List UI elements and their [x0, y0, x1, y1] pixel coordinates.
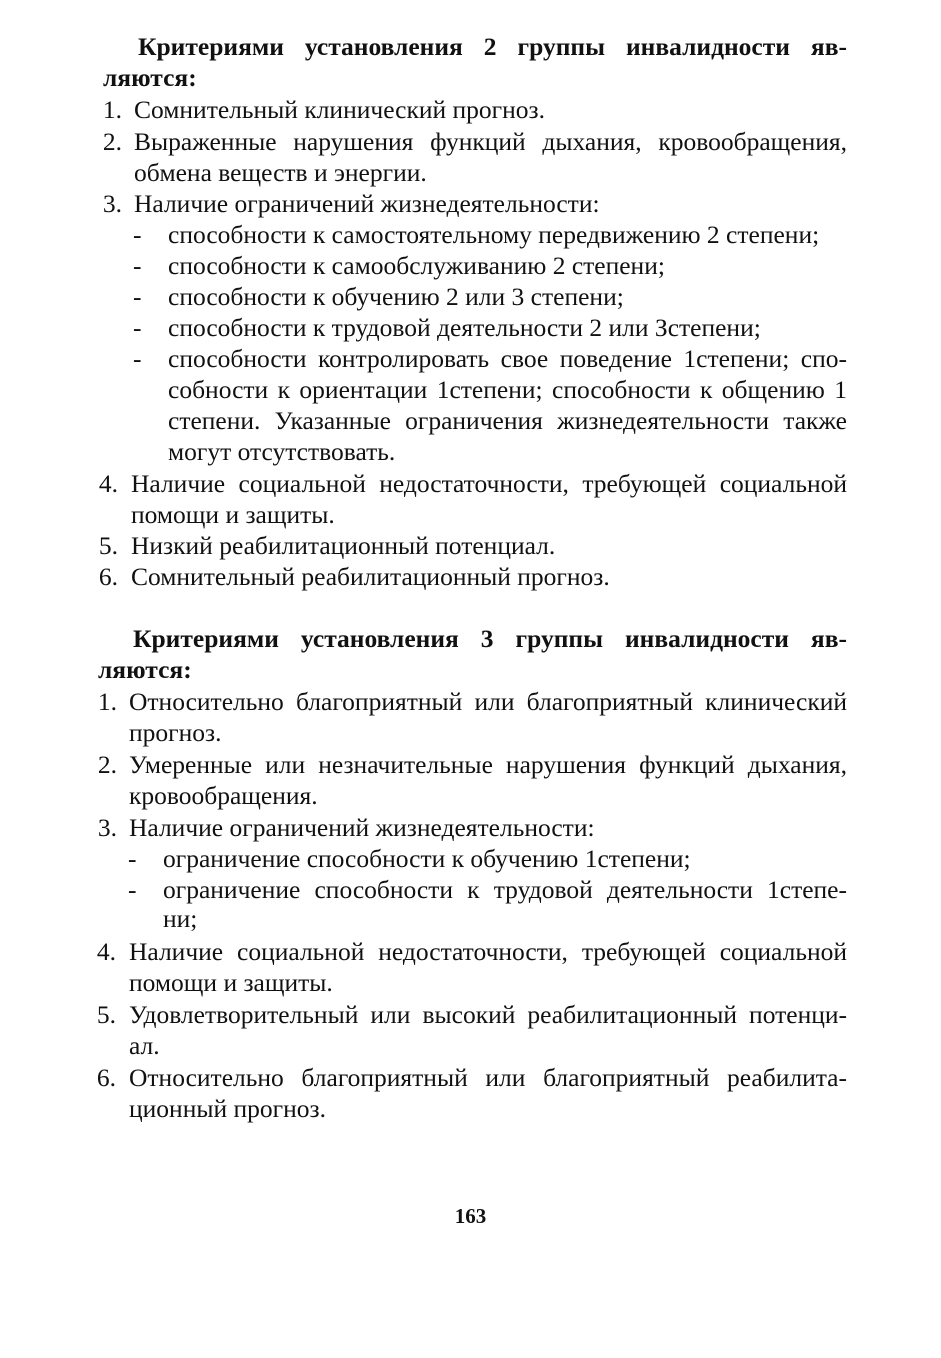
- list-item-number: 3.: [102, 189, 122, 218]
- list-item: Относительно благоприятный или благоприятный реабилита-: [129, 1063, 847, 1092]
- list-item-number: 2.: [97, 750, 117, 779]
- list-item: Наличие ограничений жизнедеятельности:: [134, 189, 600, 218]
- subitem: ограничение способности к трудовой деятельности 1степе-: [163, 875, 847, 904]
- subitem-continuation: ни;: [163, 904, 198, 933]
- page-number: 163: [454, 1204, 487, 1228]
- subitem: способности к самостоятельному передвижению 2 степени;: [168, 220, 820, 249]
- subitem-dash: -: [133, 282, 142, 311]
- list-item: Сомнительный реабилитационный прогноз.: [131, 562, 610, 591]
- subitem: способности к обучению 2 или 3 степени;: [168, 282, 624, 311]
- section-heading-continuation: ляются:: [98, 655, 192, 684]
- list-item: Наличие социальной недостаточности, требующей социальной: [131, 469, 847, 498]
- subitem: способности к самообслуживанию 2 степени;: [168, 251, 665, 280]
- list-item-continuation: ционный прогноз.: [129, 1094, 326, 1123]
- list-item: Относительно благоприятный или благоприятный клинический: [129, 687, 847, 716]
- list-item-continuation: помощи и защиты.: [129, 968, 333, 997]
- subitem: способности контролировать свое поведение 1степени; спо-: [168, 344, 847, 373]
- list-item-number: 5.: [96, 1000, 116, 1029]
- list-item-number: 1.: [97, 687, 117, 716]
- list-item: Низкий реабилитационный потенциал.: [131, 531, 556, 560]
- list-item-continuation: кровообращения.: [129, 781, 318, 810]
- list-item-number: 6.: [96, 1063, 116, 1092]
- list-item: Удовлетворительный или высокий реабилитационный потенци-: [129, 1000, 847, 1029]
- subitem-dash: -: [128, 875, 137, 904]
- subitem-continuation: степени. Указанные ограничения жизнедеятельности также: [168, 406, 847, 435]
- list-item-number: 3.: [97, 813, 117, 842]
- subitem-continuation: собности к ориентации 1степени; способности к общению 1: [168, 375, 847, 404]
- subitem: ограничение способности к обучению 1степени;: [163, 844, 691, 873]
- list-item-number: 1.: [102, 95, 122, 124]
- list-item-number: 6.: [98, 562, 118, 591]
- subitem-dash: -: [133, 220, 142, 249]
- section-heading-continuation: ляются:: [103, 63, 197, 92]
- list-item: Умеренные или незначительные нарушения функций дыхания,: [129, 750, 847, 779]
- list-item: Сомнительный клинический прогноз.: [134, 95, 545, 124]
- subitem-dash: -: [133, 313, 142, 342]
- subitem-dash: -: [133, 344, 142, 373]
- section-heading: Критериями установления 2 группы инвалидности яв-: [138, 32, 847, 61]
- subitem-dash: -: [128, 844, 137, 873]
- list-item-number: 5.: [98, 531, 118, 560]
- list-item-number: 4.: [98, 469, 118, 498]
- list-item-number: 4.: [96, 937, 116, 966]
- list-item-continuation: прогноз.: [129, 718, 222, 747]
- subitem: способности к трудовой деятельности 2 или Зстепени;: [168, 313, 761, 342]
- list-item: Наличие ограничений жизнедеятельности:: [129, 813, 595, 842]
- list-item-continuation: ал.: [129, 1031, 160, 1060]
- section-heading: Критериями установления 3 группы инвалидности яв-: [133, 624, 847, 653]
- list-item: Выраженные нарушения функций дыхания, кровообращения,: [134, 127, 847, 156]
- subitem-dash: -: [133, 251, 142, 280]
- list-item: Наличие социальной недостаточности, требующей социальной: [129, 937, 847, 966]
- list-item-continuation: помощи и защиты.: [131, 500, 335, 529]
- subitem-continuation: могут отсутствовать.: [168, 437, 396, 466]
- list-item-continuation: обмена веществ и энергии.: [134, 158, 427, 187]
- list-item-number: 2.: [102, 127, 122, 156]
